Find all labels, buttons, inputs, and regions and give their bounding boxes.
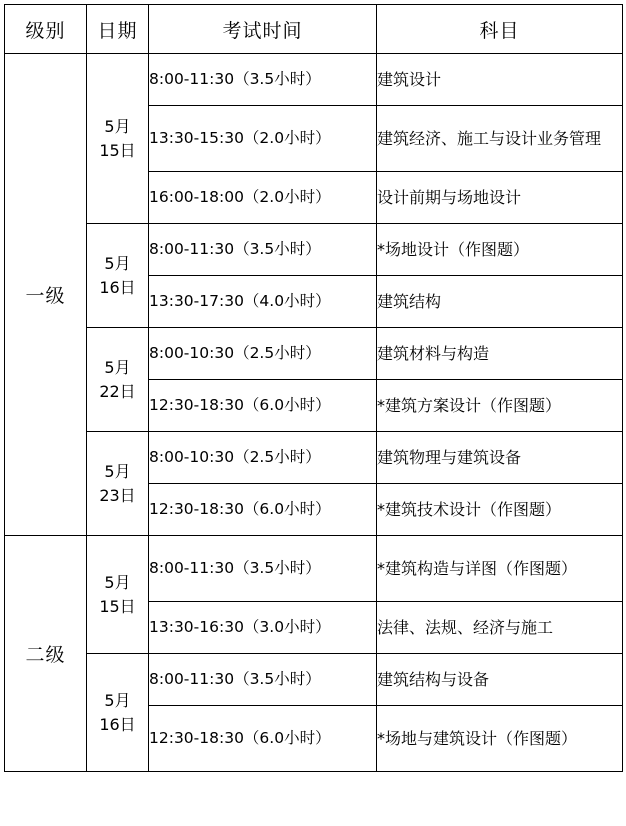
table-header: [5, 5, 623, 54]
date-cell: [87, 654, 149, 772]
date-month: 5月: [104, 254, 131, 274]
exam-time-cell: 13:30-17:30（4.0小时）: [149, 276, 377, 328]
table-row: [5, 224, 623, 276]
exam-subject-cell: *建筑技术设计（作图题）: [377, 484, 623, 536]
table-row: [5, 536, 623, 602]
date-month: 5月: [104, 462, 131, 482]
exam-subject-cell: 建筑结构: [377, 276, 623, 328]
exam-subject-cell: 建筑结构与设备: [377, 654, 623, 706]
table-row: [5, 654, 623, 706]
exam-time-cell: 13:30-15:30（2.0小时）: [149, 106, 377, 172]
date-month: 5月: [104, 358, 131, 378]
column-header-subject: 科目: [377, 5, 623, 54]
level-cell: 一级: [5, 54, 87, 536]
date-cell: [87, 328, 149, 432]
exam-time-cell: 8:00-10:30（2.5小时）: [149, 328, 377, 380]
date-day: 15日: [99, 596, 136, 616]
date-day: 16日: [99, 277, 136, 297]
exam-time-cell: 8:00-11:30（3.5小时）: [149, 54, 377, 106]
exam-subject-cell: *场地与建筑设计（作图题）: [377, 706, 623, 772]
table-header-row: [5, 5, 623, 54]
date-day: 16日: [99, 714, 136, 734]
date-cell: [87, 536, 149, 654]
exam-time-cell: 13:30-16:30（3.0小时）: [149, 602, 377, 654]
date-day: 23日: [99, 485, 136, 505]
exam-subject-cell: *建筑构造与详图（作图题）: [377, 536, 623, 602]
date-cell: [87, 224, 149, 328]
exam-time-cell: 12:30-18:30（6.0小时）: [149, 380, 377, 432]
exam-time-cell: 8:00-11:30（3.5小时）: [149, 654, 377, 706]
table-body: [5, 54, 623, 772]
exam-subject-cell: 法律、法规、经济与施工: [377, 602, 623, 654]
exam-subject-cell: 建筑设计: [377, 54, 623, 106]
exam-time-cell: 8:00-10:30（2.5小时）: [149, 432, 377, 484]
level-cell: 二级: [5, 536, 87, 772]
exam-time-cell: 8:00-11:30（3.5小时）: [149, 224, 377, 276]
exam-time-cell: 8:00-11:30（3.5小时）: [149, 536, 377, 602]
column-header-date: 日期: [87, 5, 149, 54]
column-header-time: 考试时间: [149, 5, 377, 54]
column-header-level: 级别: [5, 5, 87, 54]
date-day: 22日: [99, 381, 136, 401]
table-row: [5, 328, 623, 380]
date-month: 5月: [104, 117, 131, 137]
exam-time-cell: 16:00-18:00（2.0小时）: [149, 172, 377, 224]
exam-time-cell: 12:30-18:30（6.0小时）: [149, 706, 377, 772]
table-row: [5, 54, 623, 106]
exam-subject-cell: 建筑材料与构造: [377, 328, 623, 380]
date-month: 5月: [104, 691, 131, 711]
table-row: [5, 432, 623, 484]
date-cell: [87, 432, 149, 536]
exam-time-cell: 12:30-18:30（6.0小时）: [149, 484, 377, 536]
date-day: 15日: [99, 140, 136, 160]
date-cell: [87, 54, 149, 224]
exam-subject-cell: 建筑经济、施工与设计业务管理: [377, 106, 623, 172]
exam-schedule-table: [4, 4, 623, 772]
exam-subject-cell: 设计前期与场地设计: [377, 172, 623, 224]
exam-subject-cell: 建筑物理与建筑设备: [377, 432, 623, 484]
exam-subject-cell: *建筑方案设计（作图题）: [377, 380, 623, 432]
exam-subject-cell: *场地设计（作图题）: [377, 224, 623, 276]
date-month: 5月: [104, 573, 131, 593]
